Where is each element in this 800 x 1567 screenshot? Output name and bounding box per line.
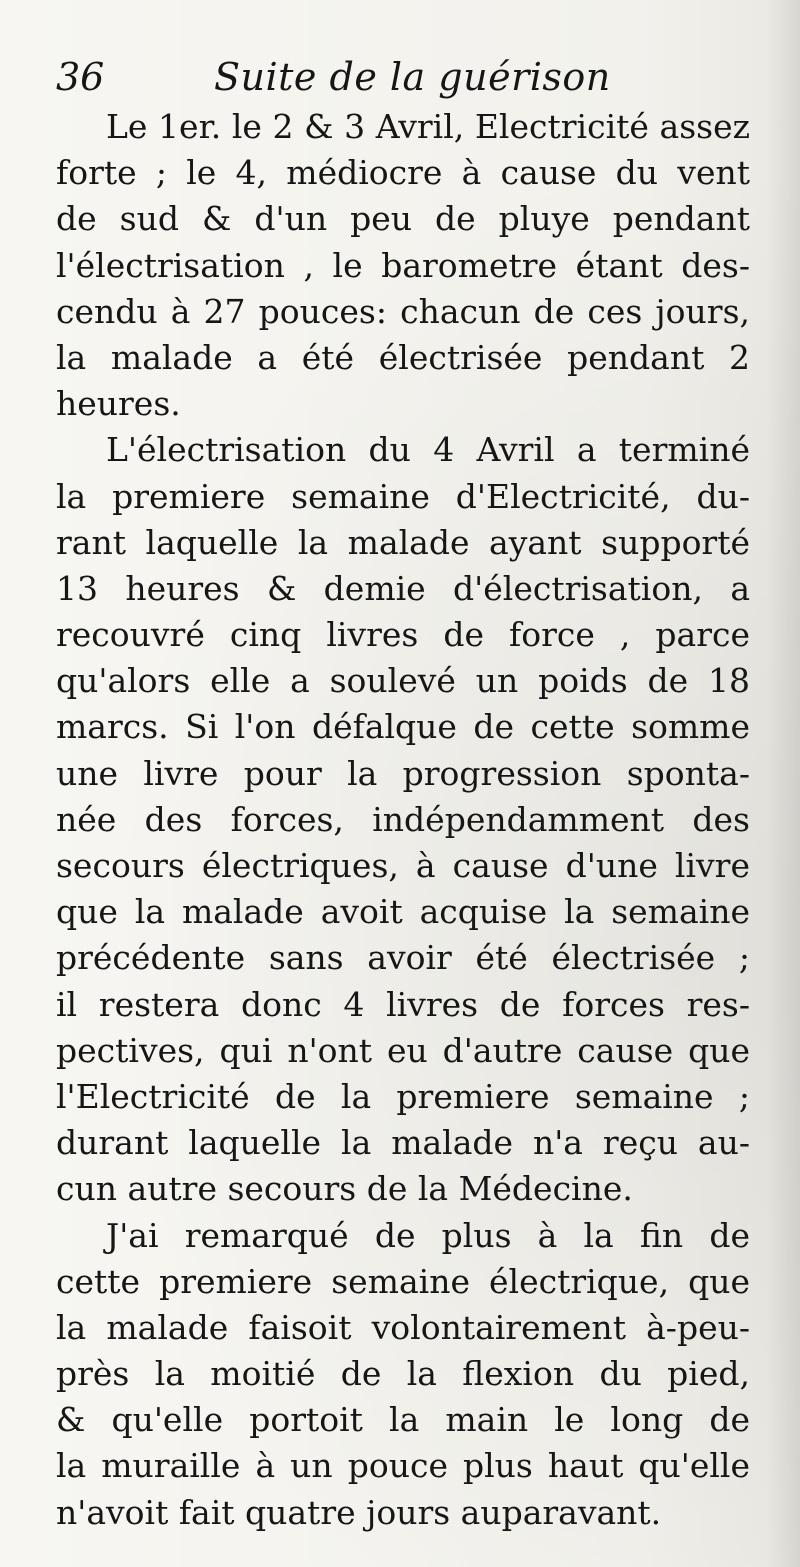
text-line: J'ai remarqué de plus à la fin de: [106, 1215, 750, 1255]
running-head: [56, 52, 676, 102]
text-line: la malade faisoit volontairement à-peu-: [56, 1307, 750, 1347]
text-line: cette premiere semaine électrique, que: [56, 1261, 750, 1301]
text-line: & qu'elle portoit la main le long de: [56, 1400, 750, 1440]
text-line: Le 1er. le 2 & 3 Avril, Electricité assez: [106, 107, 750, 146]
text-line: heures.: [56, 384, 181, 424]
text-line: il restera donc 4 livres de forces res-: [56, 984, 750, 1024]
text-line: durant laquelle la malade n'a reçu au-: [56, 1123, 750, 1163]
text-line: précédente sans avoir été électrisée ;: [56, 938, 750, 978]
text-line: l'électrisation , le barometre étant des-: [56, 245, 750, 285]
text-line: une livre pour la progression sponta-: [56, 753, 750, 793]
text-line: la premiere semaine d'Electricité, du-: [56, 476, 750, 516]
text-line: marcs. Si l'on défalque de cette somme: [56, 707, 750, 747]
text-line: qu'alors elle a soulevé un poids de 18: [56, 661, 750, 701]
text-line: la malade a été électrisée pendant 2: [56, 337, 750, 377]
text-line: cendu à 27 pouces: chacun de ces jours,: [56, 291, 750, 331]
text-line: près la moitié de la flexion du pied,: [56, 1354, 750, 1394]
text-line: forte ; le 4, médiocre à cause du vent: [56, 153, 750, 193]
running-title: Suite de la guérison: [214, 55, 611, 99]
text-line: 13 heures & demie d'électrisation, a: [56, 568, 750, 608]
text-line: l'Electricité de la premiere semaine ;: [56, 1076, 750, 1116]
text-line: L'électrisation du 4 Avril a terminé: [106, 430, 750, 470]
text-line: de sud & d'un peu de pluye pendant: [56, 199, 750, 239]
text-line: secours électriques, à cause d'une livre: [56, 846, 750, 885]
text-line: la muraille à un pouce plus haut qu'elle: [56, 1446, 750, 1486]
text-line: que la malade avoit acquise la semaine: [56, 892, 750, 932]
page-number: 36: [56, 55, 105, 99]
text-line: rant laquelle la malade ayant supporté: [56, 522, 750, 562]
text-line: recouvré cinq livres de force , parce: [56, 615, 750, 655]
text-line: cun autre secours de la Médecine.: [56, 1169, 633, 1209]
text-line: pectives, qui n'ont eu d'autre cause que: [56, 1030, 750, 1070]
body-text: [56, 104, 750, 1536]
text-line: née des forces, indépendamment des: [56, 799, 750, 839]
page-edge-shadow: [766, 0, 800, 1567]
text-line: n'avoit fait quatre jours auparavant.: [56, 1492, 662, 1532]
